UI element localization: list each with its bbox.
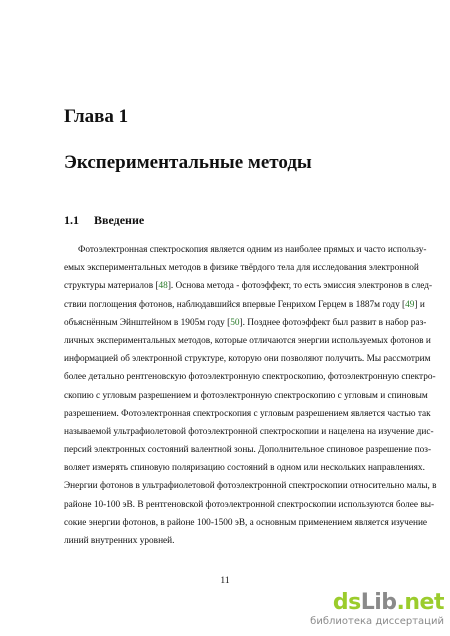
text-segment: ствии поглощения фотонов, наблюдавшийся впервые Генрихом Герцем в 1887м году [ [64, 299, 406, 310]
section-heading [64, 213, 144, 228]
watermark-logo-lib: Lib [360, 590, 397, 615]
text-line [64, 405, 431, 423]
watermark-logo-tld: .net [396, 590, 444, 615]
text-line [64, 477, 437, 495]
text-line [64, 350, 431, 368]
text-line [64, 532, 386, 550]
text-segment: объяснённым Эйнштейном в 1905м году [ [64, 317, 231, 328]
text-line [64, 423, 434, 441]
watermark-subtitle: библиотека диссертаций [310, 616, 444, 627]
text-line [64, 332, 431, 350]
dslib-watermark[interactable] [310, 590, 444, 630]
text-segment: личных экспериментальных методов, которые отличаются энергии используемых фотонов и [64, 335, 431, 346]
text-segment: ] и [414, 299, 425, 310]
text-line [64, 314, 427, 332]
page-number: 11 [220, 576, 230, 586]
chapter-label: Глава 1 [64, 106, 129, 127]
section-title: Введение [94, 213, 145, 227]
text-segment: разрешением. Фотоэлектронная спектроскопия с угловым разрешением является частью так [64, 408, 431, 419]
body-paragraph [64, 241, 437, 550]
text-segment: информацией об электронной структуре, которую они позволяют получить. Мы рассмотрим [64, 354, 431, 365]
text-line [64, 368, 436, 386]
text-line [64, 496, 435, 514]
text-segment: линий внутренних уровней. [64, 536, 175, 546]
text-segment: скопию с угловым разрешением и фотоэлектронную спектроскопию с угловым и спиновым [64, 390, 428, 401]
citation-link[interactable]: 49 [405, 299, 415, 310]
text-segment: Фотоэлектронная спектроскопия является одним из наиболее прямых и часто использу- [78, 245, 427, 255]
section-number: 1.1 [64, 213, 79, 227]
watermark-logo [333, 590, 444, 615]
text-line [64, 387, 428, 405]
text-segment: ]. Основа метода - фотоэффект, то есть эмиссия электронов в след- [167, 281, 433, 292]
text-segment: Энергии фотонов в ультрафиолетовой фотоэлектронной спектроскопии относительно малы, в [64, 481, 437, 492]
text-line [64, 241, 427, 259]
text-segment: структуры материалов [ [64, 281, 159, 292]
text-segment: ]. Позднее фотоэффект был развит в набор раз- [239, 317, 427, 328]
text-line [64, 277, 433, 295]
citation-link[interactable]: 50 [230, 317, 240, 328]
text-segment: районе 10-100 эВ. В рентгеновской фотоэлектронной спектроскопии используются более вы- [64, 499, 435, 510]
text-line [64, 441, 432, 459]
text-segment: называемой ультрафиолетовой фотоэлектронной спектроскопии и нацелена на изучение дис- [64, 426, 434, 437]
text-segment: емых экспериментальных методов в физике твёрдого тела для исследования электронной [64, 263, 419, 274]
text-segment: персий электронных состояний валентной зоны. Дополнительное спиновое разрешение поз- [64, 445, 432, 456]
text-line [64, 514, 428, 532]
citation-link[interactable]: 48 [158, 281, 168, 292]
text-segment: более детально рентгеновскую фотоэлектронную спектроскопию, фотоэлектронную спектро- [64, 372, 436, 383]
text-line [64, 296, 425, 314]
text-segment: воляет измерять спиновую поляризацию состояний в одном или нескольких направлениях. [64, 463, 425, 474]
chapter-title: Экспериментальные методы [64, 152, 312, 173]
text-line [64, 259, 419, 277]
text-segment: сокие энергии фотонов, в районе 100-1500 эВ, а основным применением является изучение [64, 517, 428, 528]
text-line [64, 459, 425, 477]
watermark-logo-ds: ds [332, 590, 361, 615]
